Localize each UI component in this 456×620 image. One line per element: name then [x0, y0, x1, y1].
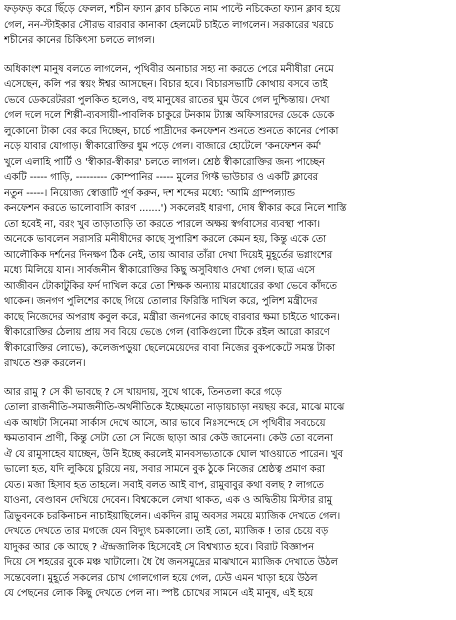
text-line: স্বীকারোক্তির ঠেলায় প্রায় সব বিয়ে ভেঙে গেল (বাকিগুলো টিকে রইল আরো কারণে: [4, 327, 330, 338]
text-line: নড়ে যাবার যোগাড়। স্বীকারোক্তির ধুম পড়ে গেল। বাজারে হোটেলে 'কনফেশন কর্ম': [4, 141, 322, 152]
text-line: যে পেছনের লোক কিছু দেখতে পেল না। স্পষ্ট চোখের সামনে এই মানুষ, এই হয়ে: [4, 588, 314, 599]
text-line: কনফেশন করতে ভালোবাসি কারণ .......') সকলেরই ধারণা, দোষ স্বীকার করে নিলে শাস্তি: [4, 203, 347, 214]
text-line: ঐ যে রামুসাহেব যাচ্ছেন, উনি ইচ্ছে করলেই মানবসভ্যতাকে ঘোল খাওয়াতে পারেন। খুব: [4, 448, 343, 460]
text-line: সন্তেবেলা। মুহূর্তে সকলের চোখ গোলগোল হয়ে গেল, ঢেউ এমন খাড়া হয়ে উঠল: [4, 572, 318, 584]
text-line: যাওনা, বেণ্ডাবন দেখিয়ে দেবেন। বিশ্বকেলে লেখা থাকত, এক ও অদ্বিতীয় মিস্টার রামু: [4, 495, 333, 506]
text-line: অনেকে ভাবলেন সরাসরি মনীষীদের কাছে সুপারিশ করলে কেমন হয়, কিন্তু একে তো: [4, 234, 327, 245]
text-line: তোলা রাজনীতি-সমাজনীতি-অর্থনীতিকে ইচ্ছেমতো নাড়ায়চাড়া নয়ছয় করে, মাঝে মাঝে: [4, 402, 345, 413]
text-line: দেখতে দেখতে তার মগজে যেন বিদ্যুৎ চমকালো। তাই তো, ম্যাজিক ! তার চেয়ে বড়: [4, 526, 329, 537]
paragraph-gap: [4, 49, 452, 62]
text-line: রাখতে শুরু করলেন।: [4, 358, 86, 369]
text-line: একটি ----- গাড়ি, --------- কোম্পানির ----- মুলের গিফ্ট ভাউচার ও একটি ক্লাবের: [4, 172, 319, 183]
text-line: যেত। মজা হিসাব হত তাহলে। সবাই বলত আই বাপ, রামুবাবুর কথা বলছ ? লাগতে: [4, 479, 324, 491]
text-line: তো হবেই না, বরং খুব তাড়াতাড়ি তা করতে পারলে অক্ষয় স্বর্গবাসের ব্যবস্থা পাকা।: [4, 218, 321, 230]
paragraph: [4, 2, 452, 49]
text-line: কাছে নিজেদের অপরাধ কবুল করে, মন্ত্রীরা জনগনের কাছে বারবার ক্ষমা চাইতে থাকেন।: [4, 311, 340, 323]
text-line: ভেবে ডেকরেটররা পুলকিত হলেও, বহু মানুষের রাতের ঘুম উবে গেল দুশ্চিন্তায়। দেখা: [4, 94, 330, 106]
text-line: যাদুকর আর কে আছে ? ঐন্দ্রজালিক হিসেবেই সে বিশ্বখ্যাত হবে। বিরাট বিজ্ঞাপন: [4, 541, 314, 553]
text-line: আর রামু ? সে কী ভাবছে ? সে খায়দায়, সুখে থাকে, তিনতলা করে গড়ে: [4, 386, 282, 398]
text-line: মধ্যে মিলিয়ে যান। সার্বজনীন স্বীকারোক্তির কিছু অসুবিধাও দেখা গেল। ছাত্র এসে: [4, 265, 315, 276]
text-line: থাকেন। জনগণ পুলিশের কাছে গিয়ে তোলার ফিরিস্তি দাখিল করে, পুলিশ মন্ত্রীদের: [4, 296, 318, 307]
text-line: গেল দলে দলে শিল্পী-ব্যবসায়ী-পাবলিক চাকুরে টনকাম ট্যাক্স অফিসারদের ডেকে ডেকে: [4, 110, 335, 121]
text-line: ত্রিভুবনকে চরকিনাচন নাচাইয়াছিলেন। একদিন রামু অবসর সময়ে ম্যাজিক দেখতে গেল।: [4, 510, 341, 522]
paragraph-gap: [4, 372, 452, 385]
text-line: আলৌকিক দর্শনের দিনক্ষণ ঠিক নেই, তায় আবার তাঁরা দেখা দিয়েই মুহূর্তের ভগ্নাংশের: [4, 249, 333, 261]
text-line: নতুন -----। নিয়োজ্য স্বোত্তাটি পূর্ণ করুন, দশ শব্দের মধ্যে: 'আমি গ্রাম্পল্যান্ড: [4, 187, 295, 199]
text-line: গেল, নন-স্টাইকার সৌরভ বারবার কানাকা হেলমেট চাইতে লাগলেন। সরকারের খরচে: [4, 19, 334, 31]
text-line: ভালো হত, যদি লুকিয়ে চুরিয়ে নয়, সবার সামনে বুক ঠুকে নিজের শ্রেষ্ঠত্ব প্রমাণ করা: [4, 464, 325, 475]
paragraph: [4, 385, 452, 602]
text-line: ফড়ফড় করে ছিঁড়ে ফেলল, শচীন ফ্যান ক্লাব চকিতে নাম পাল্টে নচিকেতা ফ্যান ক্লাব হয়ে: [4, 4, 341, 15]
text-line: লুকোনো টাকা বের করে দিচ্ছেন, চার্চে পাদ্রীদের কনফেশন শুনতে শুনতে কানের পোকা: [4, 125, 339, 137]
text-line: খুলে এলাহি পার্টি ও 'স্বীকার-স্বীকার' চলতে লাগল। শ্রেষ্ঠ স্বীকারোক্তির জন্য পাচ্ছেন: [4, 156, 325, 168]
text-line: আজীবন টোকাটুকির ফর্দ দাখিল করে তো শিক্ষক অন্যায় মারধোরের কথা ভেবে কাঁদতে: [4, 280, 337, 292]
text-line: শচীনের কানের চিকিৎসা চলতে লাগল।: [4, 35, 155, 46]
paragraph: [4, 62, 452, 372]
text-line: এসেছেন, কলি পর স্বয়ং ঈশ্বর আসছেন। বিচার হবে। বিচারসভাটি কোথায় বসবে তাই: [4, 79, 328, 90]
text-line: ক্ষমতাবান প্রাণী, কিন্তু সেটা তো সে নিজে ছাড়া আর কেউ জানেনা। কেউ তো বলেনা: [4, 433, 333, 444]
text-line: স্বীকারোক্তির লোভে), কলেজপড়ুয়া ছেলেমেয়েদের বাবা নিজের বুকপকেটে সমস্ত টাকা: [4, 342, 335, 354]
text-line: দিয়ে সে শহরের বুকে মঞ্চ খাটালো। ধৈ ধৈ জনসমুদ্রের মাঝখানে ম্যাজিক দেখাতে উঠল: [4, 557, 338, 568]
text-line: অধিকাংশ মানুষ বলতে লাগলেন, পৃথিবীর অনাচার সহ্য না করতে পেরে মনীষীরা নেমে: [4, 63, 334, 75]
text-line: এক আধটা সিনেমা সার্কাস দেখে আসে, আর ভাবে নিঃসন্দেহে সে পৃথিবীর সবচেয়ে: [4, 417, 326, 429]
